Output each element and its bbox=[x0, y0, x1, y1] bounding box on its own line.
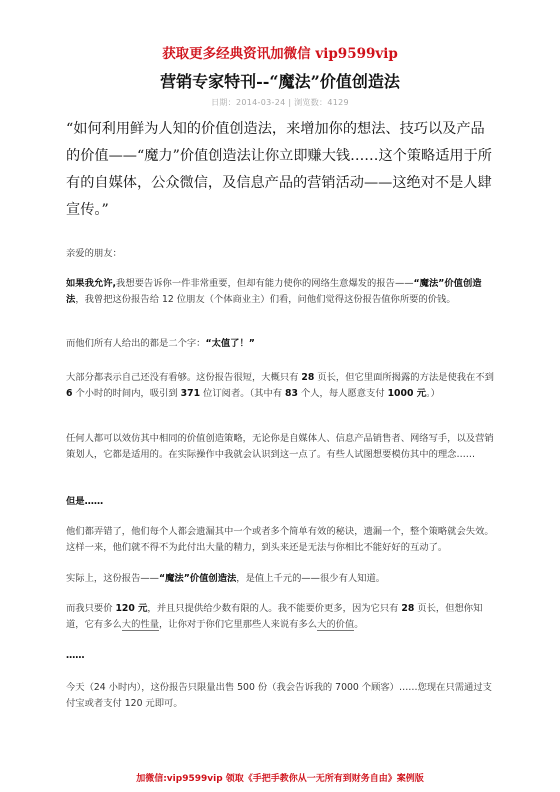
paragraph-5 bbox=[66, 494, 496, 510]
p7-bold: “魔法”价值创造法 bbox=[158, 573, 237, 584]
p3-text-a: 大部分都表示自己还没有看够。这份报告很短，大概只有 bbox=[66, 372, 302, 383]
p3-num-pages: 28 bbox=[301, 372, 315, 383]
p8-text-e: 。 bbox=[354, 619, 364, 630]
paragraph-1 bbox=[66, 276, 496, 308]
p3-num-buyers: 371 bbox=[180, 388, 201, 399]
paragraph-7 bbox=[66, 571, 496, 587]
document-meta: 日期：2014-03-24 | 浏览数：4129 bbox=[211, 98, 349, 107]
p8-text-c: 页长，但想你知道，它有多么 bbox=[66, 603, 483, 630]
lead-paragraph bbox=[66, 116, 496, 224]
p4-text: 任何人都可以效仿其中相同的价值创造策略，无论你是自媒体人、信息产品销售者、网络写手，以及营销策划人，它都是适用的。在实际操作中我就会认识到这一点了。有些人试图想要模仿其中的理念…… bbox=[66, 433, 494, 460]
paragraph-6 bbox=[66, 524, 496, 556]
p3-text-f: 。） bbox=[426, 388, 440, 399]
p1-text-a: 我想要告诉你一件非常重要，但却有能力使你的网络生意爆发的报告—— bbox=[116, 278, 414, 289]
lead-text: “如何利用鲜为人知的价值创造法，来增加你的想法、技巧以及产品的价值——“魔力”价值创造法让你立即赚大钱……这个策略适用于所有的自媒体，公众微信，及信息产品的营销活动——这绝对不是人肆宣传。” bbox=[66, 121, 492, 218]
ellipsis-text: …… bbox=[66, 650, 85, 661]
p3-num-b: 83 bbox=[285, 388, 298, 399]
greeting bbox=[66, 246, 496, 262]
p7-text-a: 实际上，这份报告—— bbox=[66, 573, 159, 584]
p8-underline-1: 大的性量 bbox=[121, 619, 159, 630]
greeting-text: 亲爱的朋友： bbox=[66, 248, 122, 259]
paragraph-9 bbox=[66, 680, 496, 712]
paragraph-3 bbox=[66, 370, 496, 402]
p9-text: 今天（24 小时内），这份报告只限量出售 500 份（我会告诉我的 7000 个顾客）……您现在只需通过支付宝或者支付 120 元即可。 bbox=[66, 682, 492, 709]
p8-price: 120 元 bbox=[115, 603, 148, 614]
p3-text-d: 位订阅者。（其中有 bbox=[200, 388, 286, 399]
p1-bold-title: “魔法”价值创造法 bbox=[66, 278, 482, 305]
p3-text-c: 个小时的时间内，吸引到 bbox=[72, 388, 181, 399]
p3-amount: 1000 元 bbox=[387, 388, 426, 399]
p1-lead-bold: 如果我允许, bbox=[66, 278, 117, 289]
p8-underline-2: 大的价值 bbox=[317, 619, 355, 630]
p8-text-a: 而我只要价 bbox=[66, 603, 116, 614]
ellipsis-break bbox=[66, 648, 496, 664]
p8-pages: 28 bbox=[401, 603, 415, 614]
p3-num-hours: 6 bbox=[66, 388, 73, 399]
p7-text-b: ，是值上千元的——很少有人知道。 bbox=[236, 573, 386, 584]
document-title: 营销专家特刊--“魔法”价值创造法 bbox=[160, 72, 400, 91]
paragraph-8 bbox=[66, 601, 496, 633]
paragraph-2 bbox=[66, 336, 496, 352]
top-promo-banner: 获取更多经典资讯加微信 vip9599vip bbox=[162, 46, 398, 62]
p3-text-b: 页长，但它里面所揭露的方法是使我在不到 bbox=[314, 372, 494, 383]
p2-quote: “太值了！” bbox=[205, 338, 255, 349]
p3-text-e: 个人，每人愿意支付 bbox=[297, 388, 388, 399]
bottom-promo-banner: 加微信:vip9599vip 领取《手把手教你从一无所有到财务自由》案例版 bbox=[136, 774, 424, 784]
paragraph-4 bbox=[66, 431, 496, 463]
p6-text: 他们都弄错了，他们每个人都会遗漏其中一个或者多个简单有效的秘诀，遗漏一个，整个策略就会失效。这样一来，他们就不得不为此付出大量的精力，到头来还是无法与你相比不能好好的互动了。 bbox=[66, 526, 494, 553]
p2-text: 而他们所有人给出的都是二个字： bbox=[66, 338, 206, 349]
p1-text-c: ，我曾把这份报告给 12 位朋友（个体商业主）们看，问他们觉得这份报告值你所要的价钱。 bbox=[75, 294, 456, 305]
p8-text-b: ，并且只提供给少数有限的人。我不能要价更多，因为它只有 bbox=[147, 603, 402, 614]
p8-text-d: ，让你对于你们它里那些人来说有多么 bbox=[159, 619, 318, 630]
p5-text: 但是…… bbox=[66, 496, 104, 507]
